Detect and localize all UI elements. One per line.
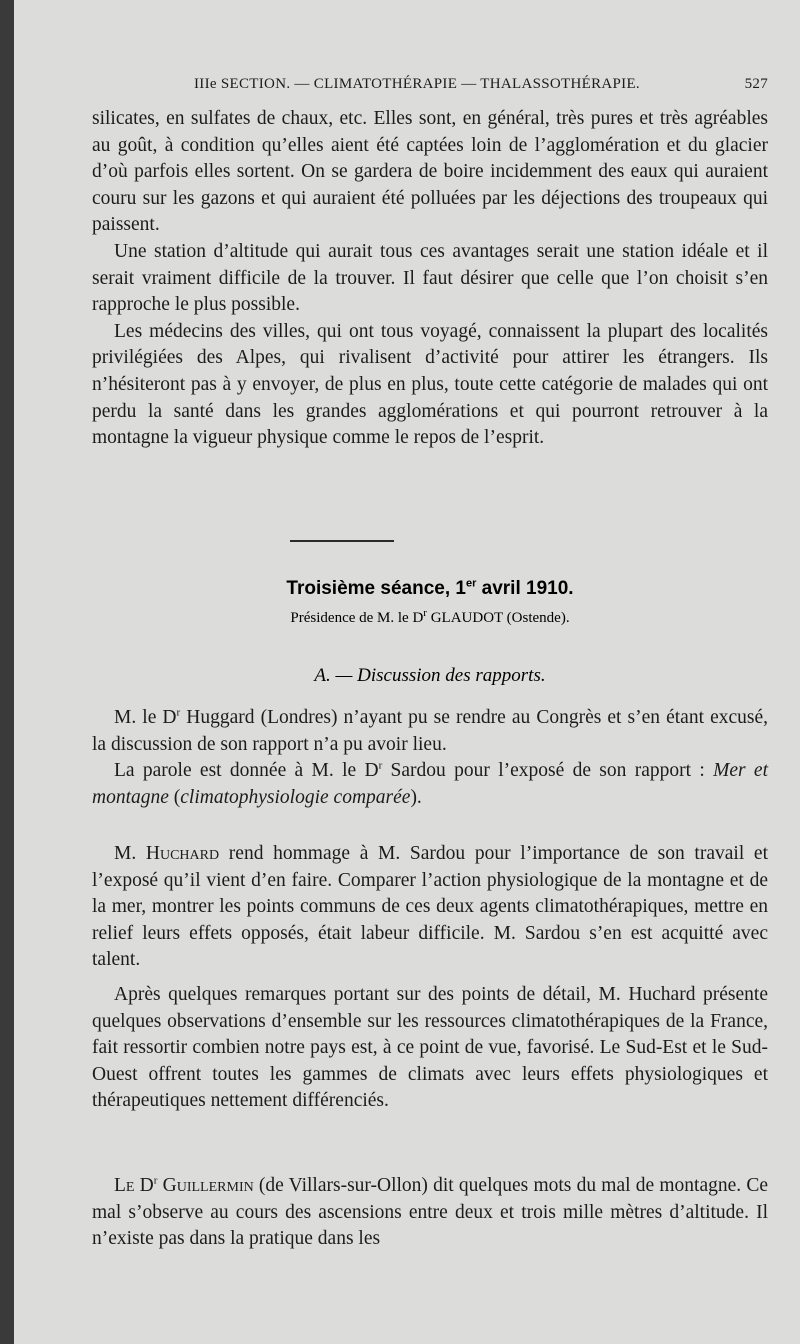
text-block-middle (92, 705, 768, 811)
paragraph-4: M. le $D^r$ Huggard (Londres) n’ayant pu se rendre au Congrès et s’en étant excusé, la discussion de son rapport n’a pu avoir lieu. (92, 706, 768, 755)
text-block-huchard (92, 841, 768, 1115)
paragraph-1: silicates, en sulfates de chaux, etc. Elles sont, en général, très pures et très agréables au goût, à condition qu’elles aient été captées loin de l’agglomération et du glacier d’où parfois elles sortent. On se gardera de boire incidemment des eaux qui auraient couru sur les gazons et qui auraient été polluées par les déjections des troupeaux qui paissent. (92, 108, 768, 236)
session-presidence: Présidence de M. le $D^r$ GLAUDOT (Ostende). (290, 607, 570, 626)
text-block-guillermin (92, 1173, 768, 1253)
running-header (92, 76, 768, 100)
session-title: Troisième séance, 1er avril 1910. (286, 577, 574, 599)
paragraph-6: M. Huchard rend hommage à M. Sardou pour l’importance de son travail et l’exposé qu’il vient d’en faire. Comparer l’action physiologique de la montagne et de la mer, montrer les points communs de ces deux agents climatothérapiques, mettre en relief leurs effets opposés, était labeur difficile. M. Sardou s’en est acquitté avec talent. (92, 843, 768, 971)
paragraph-5: La parole est donnée à M. le $D^r$ Sardou pour l’exposé de son rapport : Mer et montagne (climatophysiologie comparée). (92, 759, 768, 808)
paragraph-8: Le $D^r$ Guillermin (de Villars-sur-Ollon) dit quelques mots du mal de montagne. Ce mal s’observe au cours des ascensions entre deux et trois mille mètres d’altitude. Il n’existe pas dans la pratique dans les (92, 1174, 768, 1250)
header-title: IIIe SECTION. — CLIMATOTHÉRAPIE — THALASSOTHÉRAPIE. (194, 76, 640, 92)
subsection-heading: A. — Discussion des rapports. (314, 665, 546, 686)
page-number: 527 (744, 76, 768, 92)
paragraph-3: Les médecins des villes, qui ont tous voyagé, connaissent la plupart des localités privilégiées des Alpes, qui rivalisent d’activité pour attirer les étrangers. Ils n’hésiteront pas à y envoyer, de plus en plus, toute cette catégorie de malades qui ont perdu la santé dans les grandes agglomérations et qui pourront retrouver à la montagne la vigueur physique comme le repos de l’esprit. (92, 320, 768, 449)
section-divider (290, 540, 394, 542)
paragraph-2: Une station d’altitude qui aurait tous ces avantages serait une station idéale et il serait vraiment difficile de la trouver. Il faut désirer que celle que l’on choisit s’en rapproche le plus possible. (92, 240, 768, 316)
book-page (14, 0, 800, 1344)
paragraph-7: Après quelques remarques portant sur des points de détail, M. Huchard présente quelques observations d’ensemble sur les ressources climatothérapiques de la France, fait ressortir combien notre pays est, à ce point de vue, favorisé. Le Sud-Est et le Sud-Ouest offrent toutes les gammes de climats avec leurs effets physiologiques et thérapeutiques nettement différenciés. (92, 983, 768, 1112)
text-block-top (92, 106, 768, 452)
